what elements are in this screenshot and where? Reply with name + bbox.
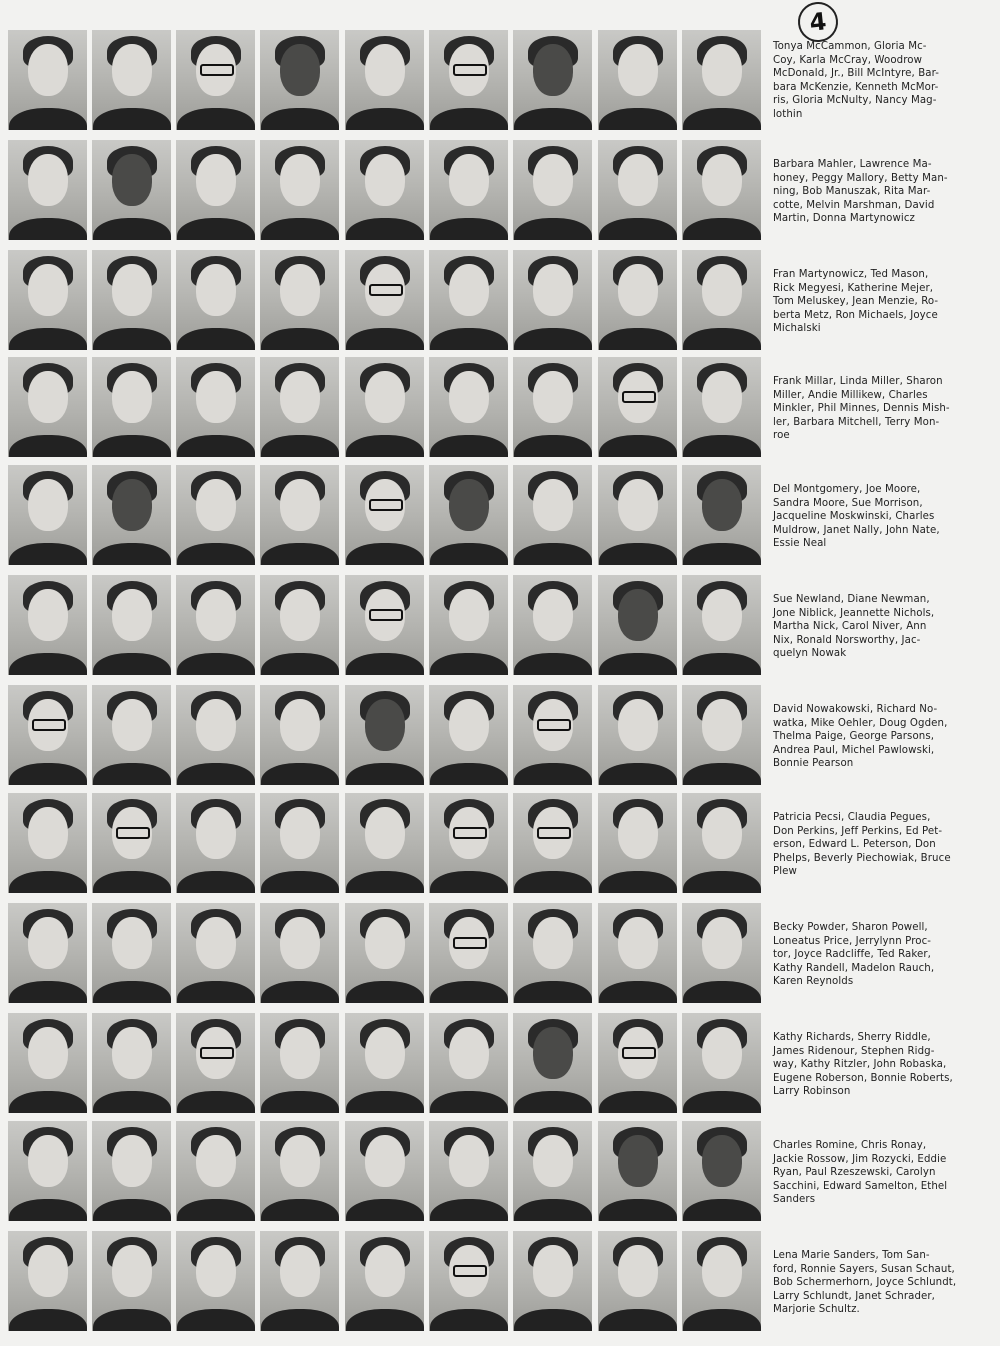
student-portrait xyxy=(345,250,424,350)
portrait-strip xyxy=(8,685,763,785)
student-portrait xyxy=(345,357,424,457)
student-portrait xyxy=(176,1121,255,1221)
student-portrait xyxy=(513,793,592,893)
student-portrait xyxy=(513,140,592,240)
portrait-row xyxy=(0,30,1000,130)
student-portrait xyxy=(260,30,339,130)
name-caption: Becky Powder, Sharon Powell, Loneatus Price, Jerrylynn Proc- tor, Joyce Radcliffe, Ted Raker, Kathy Randell, Madelon Rauch, Karen Reynolds xyxy=(773,922,935,988)
student-portrait xyxy=(176,357,255,457)
student-portrait xyxy=(429,575,508,675)
portrait-row xyxy=(0,1231,1000,1331)
student-portrait xyxy=(429,1013,508,1113)
portrait-row xyxy=(0,575,1000,675)
student-portrait xyxy=(92,575,171,675)
student-portrait xyxy=(513,1231,592,1331)
student-portrait xyxy=(345,1231,424,1331)
student-portrait xyxy=(598,30,677,130)
student-portrait xyxy=(598,1231,677,1331)
student-portrait xyxy=(429,140,508,240)
portrait-row xyxy=(0,250,1000,350)
student-portrait xyxy=(429,685,508,785)
student-portrait xyxy=(92,1121,171,1221)
student-portrait xyxy=(8,1121,87,1221)
student-portrait xyxy=(345,1013,424,1113)
student-portrait xyxy=(260,1121,339,1221)
portrait-row xyxy=(0,1013,1000,1113)
student-portrait xyxy=(513,30,592,130)
page-number: 4 xyxy=(796,0,840,44)
portrait-row xyxy=(0,140,1000,240)
student-portrait xyxy=(92,357,171,457)
portrait-strip xyxy=(8,793,763,893)
student-portrait xyxy=(260,575,339,675)
student-portrait xyxy=(8,575,87,675)
portrait-strip xyxy=(8,903,763,1003)
student-portrait xyxy=(260,140,339,240)
student-portrait xyxy=(260,1231,339,1331)
student-portrait xyxy=(429,250,508,350)
student-portrait xyxy=(429,793,508,893)
student-portrait xyxy=(429,30,508,130)
student-portrait xyxy=(176,1013,255,1113)
student-portrait xyxy=(345,903,424,1003)
name-caption: Frank Millar, Linda Miller, Sharon Miller, Andie Millikew, Charles Minkler, Phil Minnes, Dennis Mish- ler, Barbara Mitchell, Terry Mon- roe xyxy=(773,376,950,442)
student-portrait xyxy=(513,903,592,1003)
student-portrait xyxy=(682,357,761,457)
student-portrait xyxy=(429,357,508,457)
student-portrait xyxy=(8,140,87,240)
name-caption: Patricia Pecsi, Claudia Pegues, Don Perkins, Jeff Perkins, Ed Pet- erson, Edward L. Peterson, Don Phelps, Beverly Piechowiak, Bruce Plew xyxy=(773,812,951,878)
student-portrait xyxy=(260,685,339,785)
name-caption: Del Montgomery, Joe Moore, Sandra Moore, Sue Morrison, Jacqueline Moskwinski, Charles Muldrow, Janet Nally, John Nate, Essie Neal xyxy=(773,484,940,550)
student-portrait xyxy=(345,793,424,893)
student-portrait xyxy=(682,140,761,240)
student-portrait xyxy=(176,793,255,893)
portrait-row xyxy=(0,793,1000,893)
student-portrait xyxy=(682,903,761,1003)
portrait-row xyxy=(0,903,1000,1003)
student-portrait xyxy=(513,465,592,565)
student-portrait xyxy=(176,140,255,240)
student-portrait xyxy=(176,30,255,130)
student-portrait xyxy=(92,903,171,1003)
portrait-strip xyxy=(8,357,763,457)
student-portrait xyxy=(598,465,677,565)
student-portrait xyxy=(513,357,592,457)
portrait-row xyxy=(0,357,1000,457)
student-portrait xyxy=(8,903,87,1003)
student-portrait xyxy=(682,575,761,675)
portrait-strip xyxy=(8,30,763,130)
student-portrait xyxy=(598,1121,677,1221)
student-portrait xyxy=(92,793,171,893)
student-portrait xyxy=(345,30,424,130)
portrait-strip xyxy=(8,1231,763,1331)
student-portrait xyxy=(682,1231,761,1331)
portrait-row xyxy=(0,685,1000,785)
student-portrait xyxy=(8,357,87,457)
student-portrait xyxy=(345,1121,424,1221)
student-portrait xyxy=(92,1013,171,1113)
student-portrait xyxy=(176,685,255,785)
student-portrait xyxy=(345,465,424,565)
student-portrait xyxy=(8,465,87,565)
student-portrait xyxy=(176,575,255,675)
student-portrait xyxy=(682,685,761,785)
student-portrait xyxy=(513,1121,592,1221)
student-portrait xyxy=(260,250,339,350)
portrait-row xyxy=(0,465,1000,565)
student-portrait xyxy=(92,1231,171,1331)
student-portrait xyxy=(682,793,761,893)
student-portrait xyxy=(92,140,171,240)
name-caption: Lena Marie Sanders, Tom San- ford, Ronnie Sayers, Susan Schaut, Bob Schermerhorn, Joyce Schlundt, Larry Schlundt, Janet Schrader, Marjorie Schultz. xyxy=(773,1250,957,1316)
student-portrait xyxy=(513,575,592,675)
name-caption: Sue Newland, Diane Newman, Jone Niblick, Jeannette Nichols, Martha Nick, Carol Niver, Ann Nix, Ronald Norsworthy, Jac- quelyn Nowak xyxy=(773,594,935,660)
student-portrait xyxy=(513,1013,592,1113)
student-portrait xyxy=(260,903,339,1003)
student-portrait xyxy=(260,357,339,457)
student-portrait xyxy=(260,1013,339,1113)
student-portrait xyxy=(598,357,677,457)
student-portrait xyxy=(429,465,508,565)
student-portrait xyxy=(598,1013,677,1113)
student-portrait xyxy=(598,575,677,675)
student-portrait xyxy=(92,685,171,785)
name-caption: Kathy Richards, Sherry Riddle, James Ridenour, Stephen Ridg- way, Kathy Ritzler, John Robaska, Eugene Roberson, Bonnie Roberts, Larry Robinson xyxy=(773,1032,953,1098)
student-portrait xyxy=(682,30,761,130)
student-portrait xyxy=(92,250,171,350)
portrait-strip xyxy=(8,250,763,350)
student-portrait xyxy=(682,250,761,350)
portrait-strip xyxy=(8,575,763,675)
student-portrait xyxy=(8,793,87,893)
portrait-strip xyxy=(8,1013,763,1113)
student-portrait xyxy=(260,793,339,893)
student-portrait xyxy=(8,30,87,130)
portrait-row xyxy=(0,1121,1000,1221)
student-portrait xyxy=(176,465,255,565)
student-portrait xyxy=(682,1121,761,1221)
student-portrait xyxy=(345,140,424,240)
portrait-strip xyxy=(8,465,763,565)
student-portrait xyxy=(8,250,87,350)
name-caption: David Nowakowski, Richard No- watka, Mike Oehler, Doug Ogden, Thelma Paige, George Parsons, Andrea Paul, Michel Pawlowski, Bonnie Pearson xyxy=(773,704,948,770)
student-portrait xyxy=(682,465,761,565)
student-portrait xyxy=(513,685,592,785)
portrait-strip xyxy=(8,1121,763,1221)
student-portrait xyxy=(8,1231,87,1331)
name-caption: Barbara Mahler, Lawrence Ma- honey, Peggy Mallory, Betty Man- ning, Bob Manuszak, Rita Mar- cotte, Melvin Marshman, David Martin, Donna Martynowicz xyxy=(773,159,948,225)
student-portrait xyxy=(345,575,424,675)
student-portrait xyxy=(429,1121,508,1221)
student-portrait xyxy=(598,793,677,893)
student-portrait xyxy=(176,250,255,350)
student-portrait xyxy=(598,250,677,350)
student-portrait xyxy=(8,685,87,785)
student-portrait xyxy=(260,465,339,565)
student-portrait xyxy=(92,30,171,130)
student-portrait xyxy=(598,903,677,1003)
student-portrait xyxy=(598,140,677,240)
student-portrait xyxy=(429,1231,508,1331)
student-portrait xyxy=(429,903,508,1003)
student-portrait xyxy=(92,465,171,565)
student-portrait xyxy=(513,250,592,350)
name-caption: Charles Romine, Chris Ronay, Jackie Rossow, Jim Rozycki, Eddie Ryan, Paul Rzeszewski, Carolyn Sacchini, Edward Samelton, Ethel Sanders xyxy=(773,1140,948,1206)
student-portrait xyxy=(682,1013,761,1113)
student-portrait xyxy=(176,903,255,1003)
student-portrait xyxy=(345,685,424,785)
student-portrait xyxy=(8,1013,87,1113)
name-caption: Tonya McCammon, Gloria Mc- Coy, Karla McCray, Woodrow McDonald, Jr., Bill McIntyre, Bar- bara McKenzie, Kenneth McMor- ris, Gloria McNulty, Nancy Mag- lothin xyxy=(773,41,940,120)
portrait-strip xyxy=(8,140,763,240)
name-caption: Fran Martynowicz, Ted Mason, Rick Megyesi, Katherine Mejer, Tom Meluskey, Jean Menzie, Ro- berta Metz, Ron Michaels, Joyce Michalski xyxy=(773,269,939,335)
student-portrait xyxy=(598,685,677,785)
student-portrait xyxy=(176,1231,255,1331)
